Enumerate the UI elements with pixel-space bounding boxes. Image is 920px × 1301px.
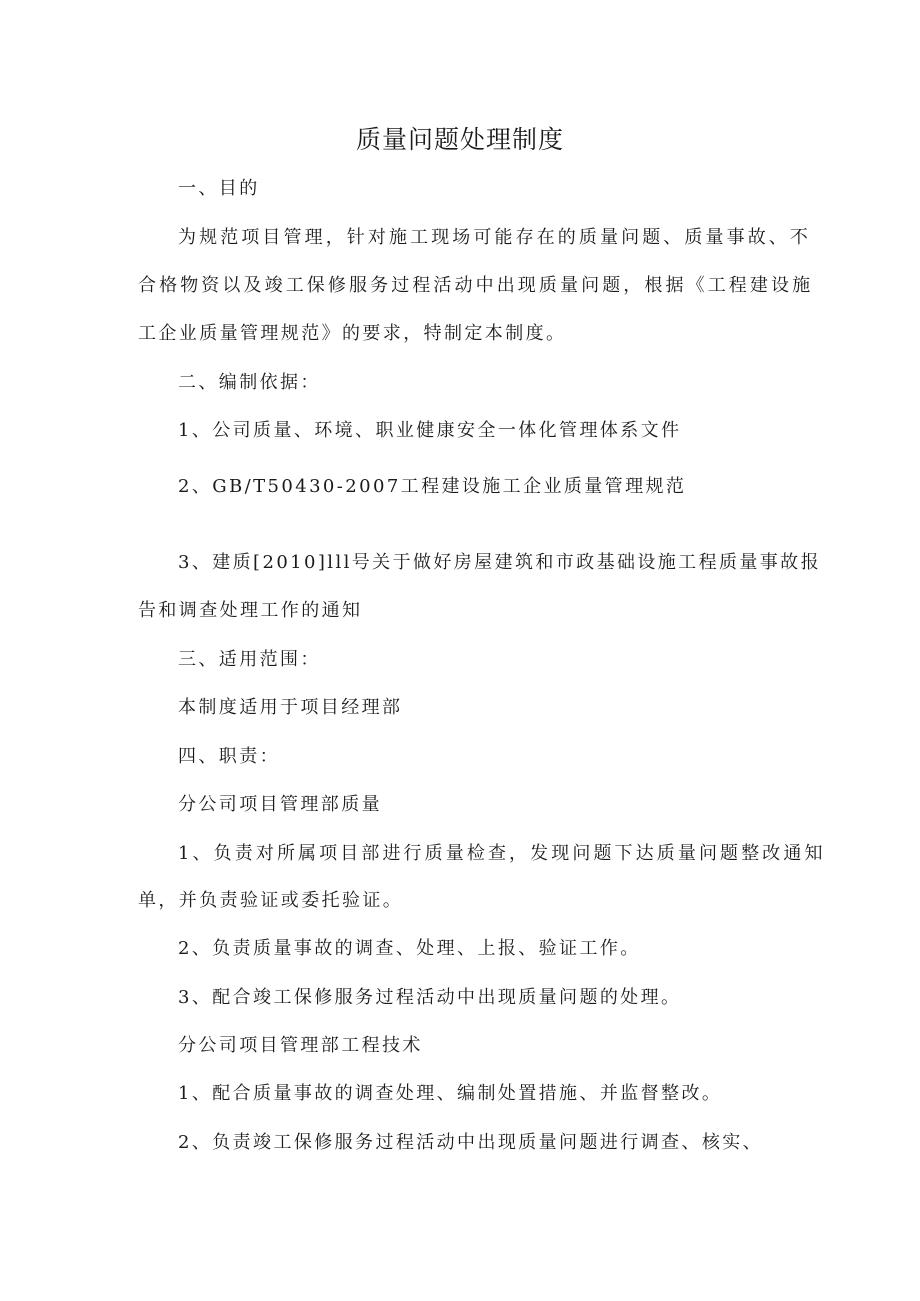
- list-item: 3、配合竣工保修服务过程活动中出现质量问题的处理。: [178, 987, 682, 1008]
- section-heading-purpose: 一、目的: [178, 178, 260, 199]
- list-item: 2、GB/T50430-2007工程建设施工企业质量管理规范: [178, 476, 687, 497]
- subheading: 分公司项目管理部质量: [178, 794, 382, 815]
- document-title: 质量问题处理制度: [355, 125, 564, 154]
- list-item: 2、负责质量事故的调查、处理、上报、验证工作。: [178, 938, 641, 959]
- list-item: 2、负责竣工保修服务过程活动中出现质量问题进行调查、核实、: [178, 1132, 764, 1153]
- paragraph-line: 告和调查处理工作的通知: [138, 600, 363, 621]
- paragraph-line: 工企业质量管理规范》的要求，特制定本制度。: [138, 323, 567, 344]
- list-item: 1、公司质量、环境、职业健康安全一体化管理体系文件: [178, 420, 682, 441]
- paragraph-line: 本制度适用于项目经理部: [178, 697, 403, 718]
- paragraph-line: 合格物资以及竣工保修服务过程活动中出现质量问题，根据《工程建设施: [138, 275, 814, 296]
- paragraph-line: 为规范项目管理，针对施工现场可能存在的质量问题、质量事故、不: [178, 227, 811, 248]
- list-item: 3、建质[2010]lll号关于做好房屋建筑和市政基础设施工程质量事故报: [178, 552, 821, 573]
- paragraph-line: 单，并负责验证或委托验证。: [138, 890, 404, 911]
- section-heading-scope: 三、适用范围：: [178, 649, 321, 670]
- list-item: 1、负责对所属项目部进行质量检查，发现问题下达质量问题整改通知: [178, 843, 826, 864]
- section-heading-duties: 四、职责：: [178, 746, 280, 767]
- section-heading-basis: 二、编制依据：: [178, 372, 321, 393]
- list-item: 1、配合质量事故的调查处理、编制处置措施、并监督整改。: [178, 1083, 723, 1104]
- subheading: 分公司项目管理部工程技术: [178, 1035, 423, 1056]
